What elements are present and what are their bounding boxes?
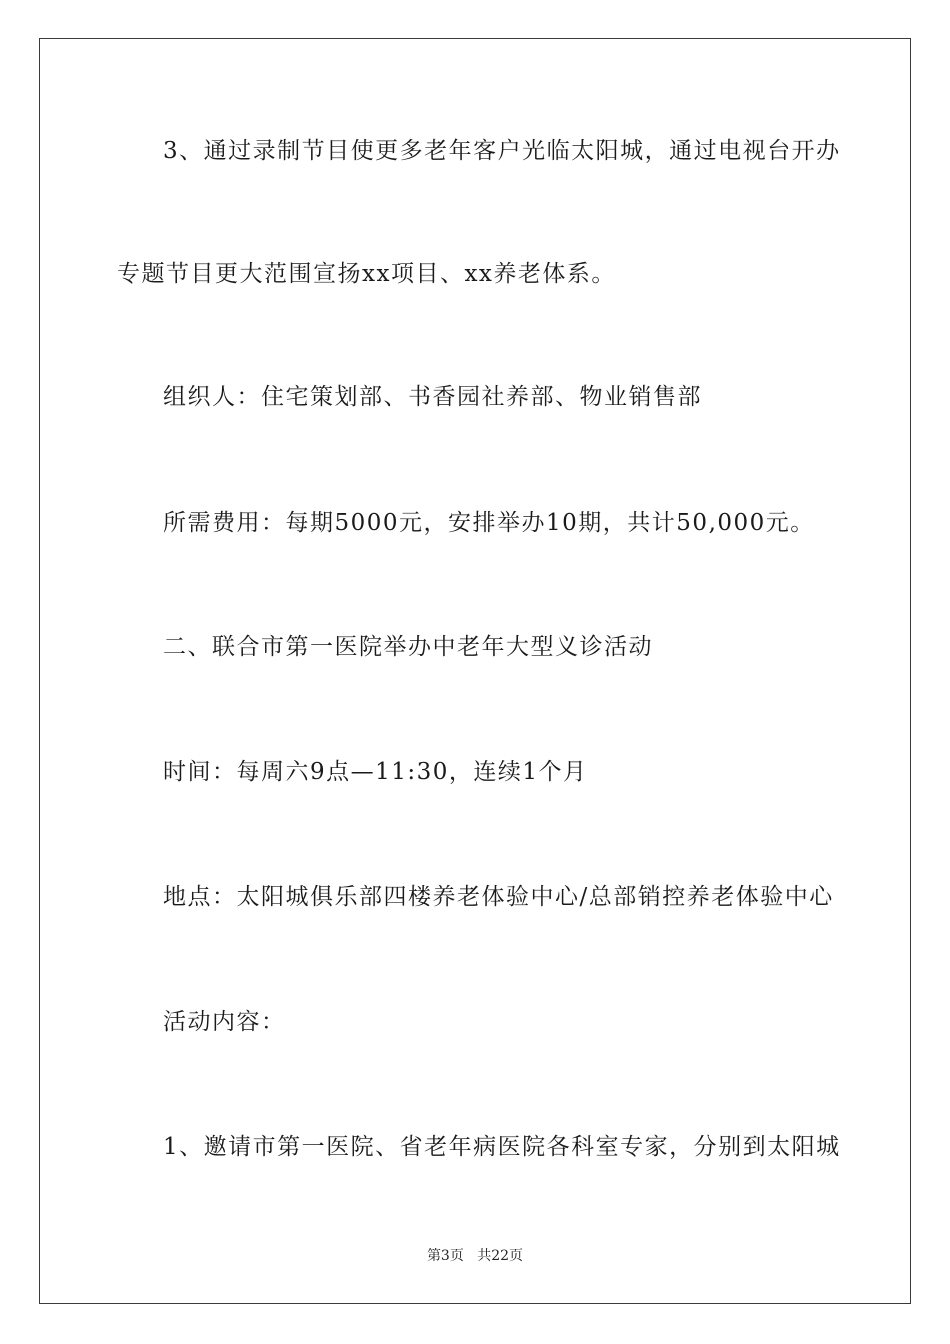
paragraph-line-2: 专题节目更大范围宣扬xx项目、xx养老体系。 <box>117 261 616 287</box>
time-line: 时间：每周六9点—11:30，连续1个月 <box>163 759 588 785</box>
section-heading: 二、联合市第一医院举办中老年大型义诊活动 <box>163 634 653 660</box>
page-border <box>39 38 911 1304</box>
paragraph-line-1: 3、通过录制节目使更多老年客户光临太阳城，通过电视台开办 <box>163 138 841 164</box>
page-number: 第3页 <box>426 1248 464 1264</box>
cost-line: 所需费用：每期5000元，安排举办10期，共计50,000元。 <box>163 510 815 536</box>
location-line: 地点：太阳城俱乐部四楼养老体验中心/总部销控养老体验中心 <box>163 884 834 910</box>
activity-item-1: 1、邀请市第一医院、省老年病医院各科室专家，分别到太阳城 <box>163 1134 841 1160</box>
total-pages: 共22页 <box>477 1248 524 1264</box>
activity-content-label: 活动内容： <box>163 1009 286 1035</box>
page-footer <box>0 1246 950 1266</box>
organizer-line: 组织人：住宅策划部、书香园社养部、物业销售部 <box>163 384 702 410</box>
